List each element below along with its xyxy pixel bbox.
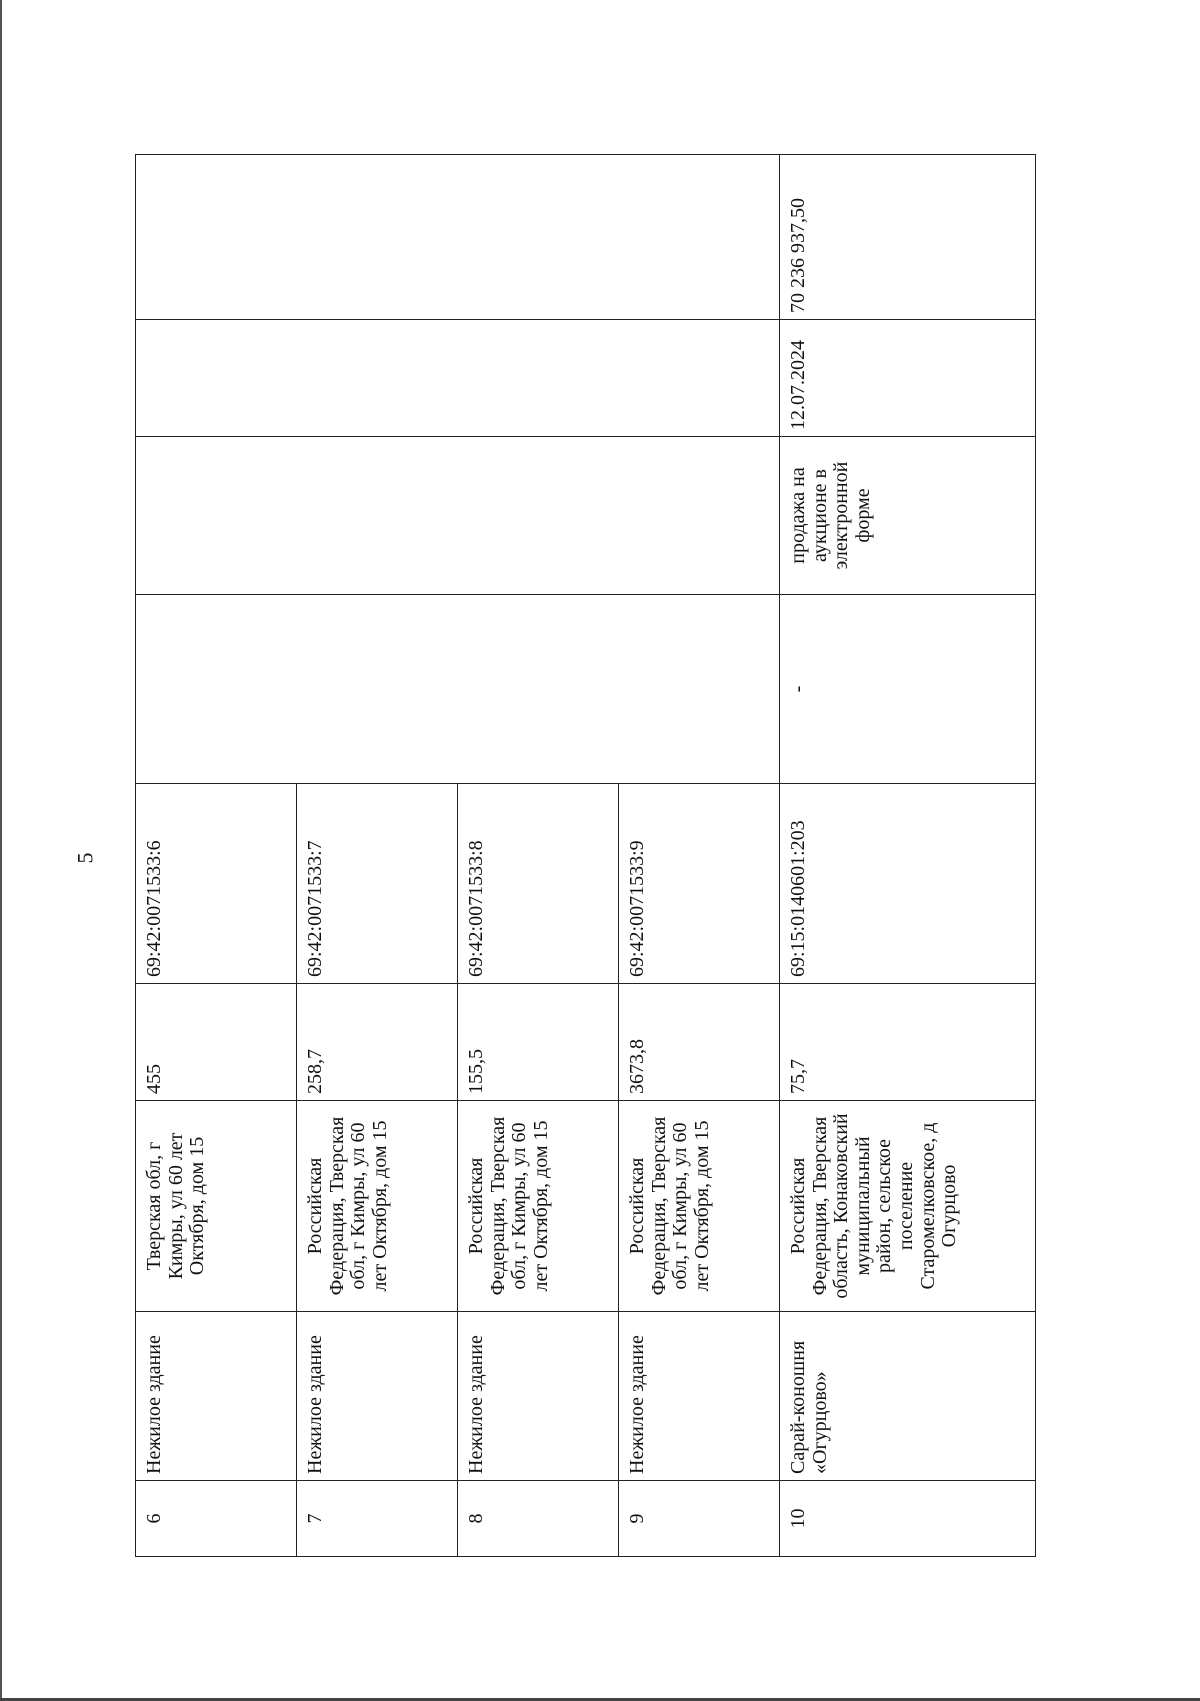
row-number: 8: [458, 1481, 619, 1557]
object-type: Нежилое здание: [458, 1312, 619, 1481]
scan-edge-left: [0, 0, 2, 1701]
encumbrance-cell-empty: [136, 595, 780, 784]
object-address: Тверская обл, г Кимры, ул 60 лет Октября, дом 15: [136, 1101, 297, 1312]
cadastral-number: 69:42:0071533:7: [297, 784, 458, 984]
row-number: 7: [297, 1481, 458, 1557]
sale-price: 70 236 937,50: [780, 155, 1036, 320]
object-area: 75,7: [780, 984, 1036, 1101]
object-type: Нежилое здание: [297, 1312, 458, 1481]
row-number: 9: [619, 1481, 780, 1557]
object-area: 3673,8: [619, 984, 780, 1101]
object-address: Российская Федерация, Тверская обл, г Кимры, ул 60 лет Октября, дом 15: [458, 1101, 619, 1312]
property-table-rotated: [135, 155, 1035, 1557]
property-table: [135, 154, 1036, 1557]
method-cell-empty: [136, 437, 780, 595]
object-area: 258,7: [297, 984, 458, 1101]
object-address: Российская Федерация, Тверская область, Конаковский муниципальный район, сельское поселение Старомелковское, д Огурцово: [780, 1101, 1036, 1312]
date-cell-empty: [136, 320, 780, 437]
cadastral-number: 69:42:0071533:8: [458, 784, 619, 984]
table-row: [780, 155, 1036, 1557]
object-address: Российская Федерация, Тверская обл, г Кимры, ул 60 лет Октября, дом 15: [297, 1101, 458, 1312]
object-type: Нежилое здание: [619, 1312, 780, 1481]
sale-date: 12.07.2024: [780, 320, 1036, 437]
sale-method: продажа на аукционе в электронной форме: [780, 437, 1036, 595]
object-address: Российская Федерация, Тверская обл, г Кимры, ул 60 лет Октября, дом 15: [619, 1101, 780, 1312]
property-table-region: [135, 155, 1035, 1557]
table-row: [136, 155, 297, 1557]
row-number: 6: [136, 1481, 297, 1557]
encumbrance: -: [780, 595, 1036, 784]
page-number: 5: [72, 852, 98, 864]
object-type: Нежилое здание: [136, 1312, 297, 1481]
object-type: Сарай-коношня «Огурцово»: [780, 1312, 1036, 1481]
cadastral-number: 69:42:0071533:9: [619, 784, 780, 984]
object-area: 155,5: [458, 984, 619, 1101]
price-cell-empty: [136, 155, 780, 320]
cadastral-number: 69:15:0140601:203: [780, 784, 1036, 984]
object-area: 455: [136, 984, 297, 1101]
cadastral-number: 69:42:0071533:6: [136, 784, 297, 984]
row-number: 10: [780, 1481, 1036, 1557]
